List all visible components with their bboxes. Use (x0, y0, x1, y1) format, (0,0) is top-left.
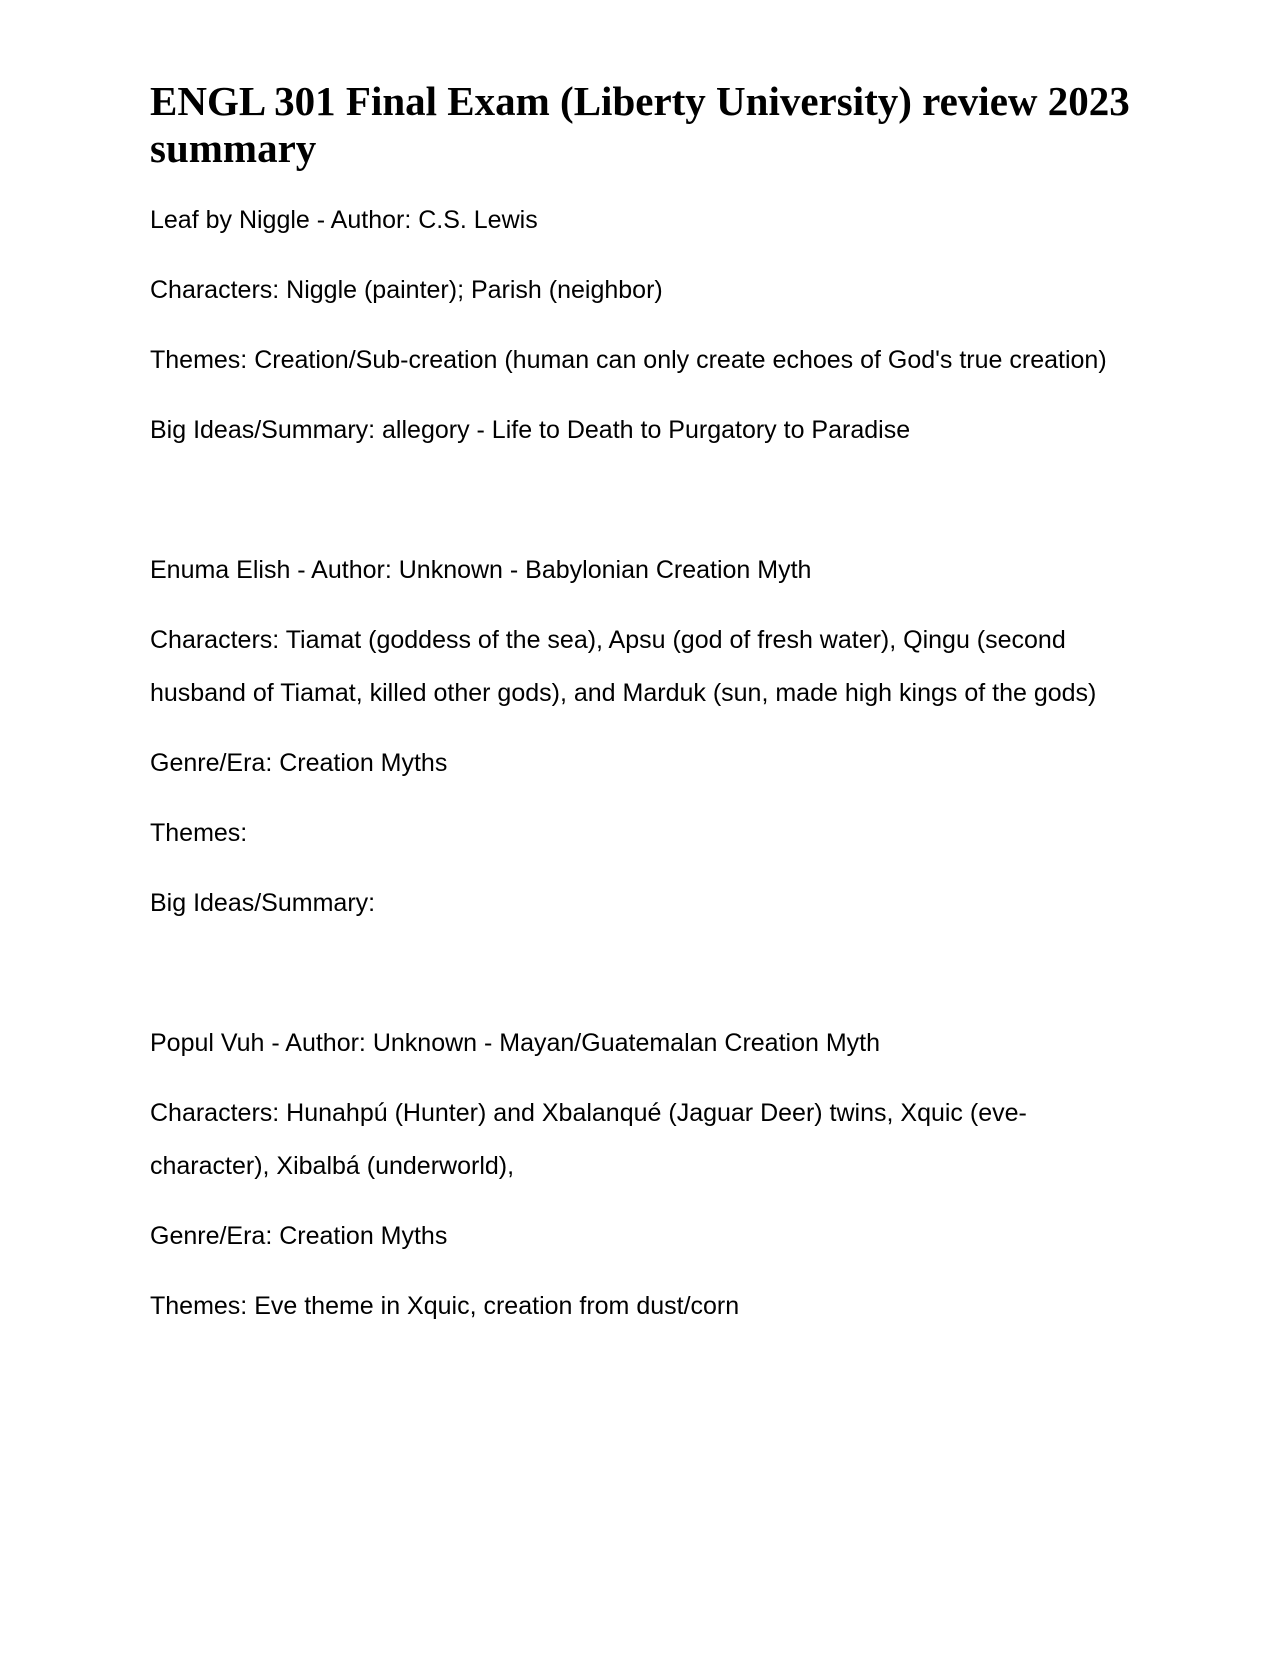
section-spacer (150, 947, 1130, 1017)
section-themes: Themes: (150, 819, 248, 847)
section-heading: Enuma Elish - Author: Unknown - Babylonian Creation Myth (150, 556, 812, 584)
section-enuma-elish (150, 544, 1130, 930)
section-big-ideas: Big Ideas/Summary: allegory - Life to Death to Purgatory to Paradise (150, 416, 911, 444)
section-popul-vuh (150, 1017, 1130, 1333)
section-characters: Characters: Tiamat (goddess of the sea), Apsu (god of fresh water), Qingu (second husband of Tiamat, killed other gods), and Marduk (sun, made high kings of the gods) (150, 626, 1097, 707)
section-heading: Popul Vuh - Author: Unknown - Mayan/Guatemalan Creation Myth (150, 1029, 881, 1057)
section-big-ideas: Big Ideas/Summary: (150, 889, 376, 917)
document-body (150, 78, 1130, 1350)
section-leaf-by-niggle (150, 194, 1130, 457)
section-characters: Characters: Niggle (painter); Parish (neighbor) (150, 276, 663, 304)
section-heading: Leaf by Niggle - Author: C.S. Lewis (150, 206, 538, 234)
section-genre: Genre/Era: Creation Myths (150, 749, 448, 777)
section-characters: Characters: Hunahpú (Hunter) and Xbalanqué (Jaguar Deer) twins, Xquic (eve-character), Xibalbá (underworld), (150, 1099, 1027, 1180)
section-themes: Themes: Eve theme in Xquic, creation from dust/corn (150, 1292, 740, 1320)
document-title: ENGL 301 Final Exam (Liberty University) review 2023 summary (150, 78, 1130, 171)
section-themes: Themes: Creation/Sub-creation (human can only create echoes of God's true creation) (150, 346, 1107, 374)
section-genre: Genre/Era: Creation Myths (150, 1222, 448, 1250)
section-spacer (150, 474, 1130, 544)
